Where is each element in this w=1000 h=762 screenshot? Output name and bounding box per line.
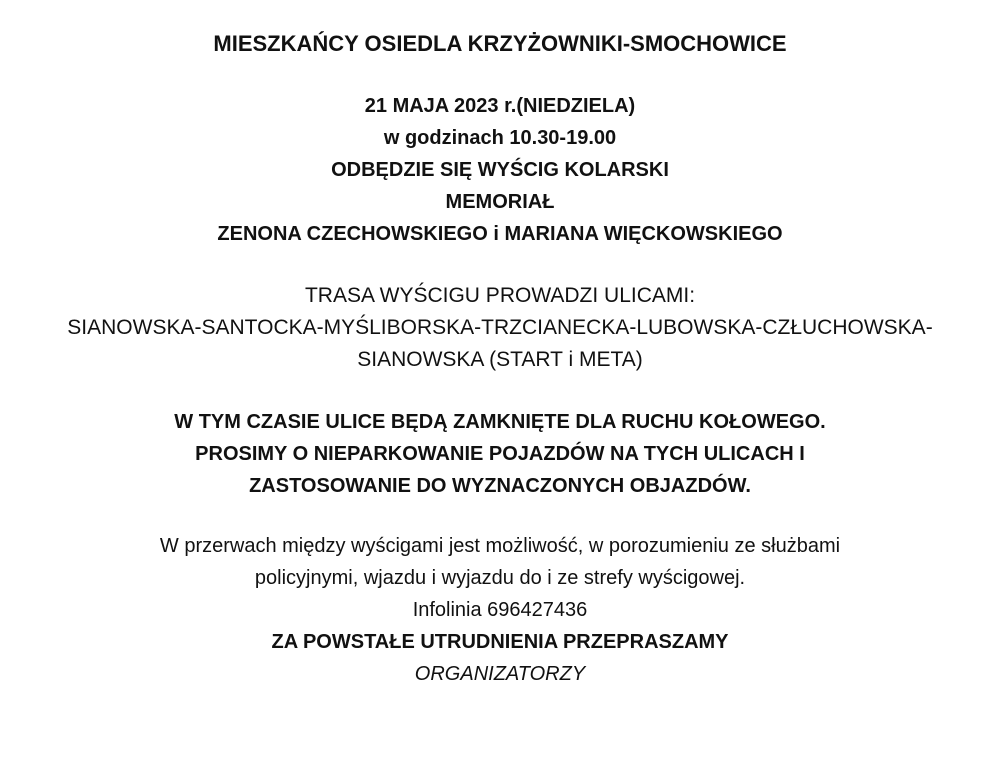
event-block [0,90,1000,250]
route-streets-line-1: SIANOWSKA-SANTOCKA-MYŚLIBORSKA-TRZCIANECKA-LUBOWSKA-CZŁUCHOWSKA- [67,316,933,339]
warning-line-2: PROSIMY O NIEPARKOWANIE POJAZDÓW NA TYCH ULICACH I [195,443,805,465]
warning-line-1: W TYM CZASIE ULICE BĘDĄ ZAMKNIĘTE DLA RUCHU KOŁOWEGO. [174,411,826,433]
event-announcement: ODBĘDZIE SIĘ WYŚCIG KOLARSKI [331,159,669,181]
event-date: 21 MAJA 2023 r.(NIEDZIELA) [364,95,636,117]
info-apology: ZA POWSTAŁE UTRUDNIENIA PRZEPRASZAMY [271,631,729,653]
notice-title-block [0,28,1000,60]
route-streets-line-2: SIANOWSKA (START i META) [357,348,643,371]
route-block [0,280,1000,376]
info-line-1: W przerwach między wyścigami jest możliwość, w porozumieniu ze służbami [159,535,841,557]
info-line-2: policyjnymi, wjazdu i wyjazdu do i ze strefy wyścigowej. [254,567,746,589]
event-memorial: MEMORIAŁ [445,191,555,213]
warning-block [0,406,1000,502]
info-block [0,530,1000,690]
info-hotline: Infolinia 696427436 [412,599,588,621]
info-signature: ORGANIZATORZY [414,663,586,685]
event-hours: w godzinach 10.30-19.00 [383,127,617,149]
event-names: ZENONA CZECHOWSKIEGO i MARIANA WIĘCKOWSKIEGO [217,223,783,245]
notice-title: MIESZKAŃCY OSIEDLA KRZYŻOWNIKI-SMOCHOWICE [213,31,787,56]
warning-line-3: ZASTOSOWANIE DO WYZNACZONYCH OBJAZDÓW. [249,475,751,497]
route-heading: TRASA WYŚCIGU PROWADZI ULICAMI: [304,284,696,307]
